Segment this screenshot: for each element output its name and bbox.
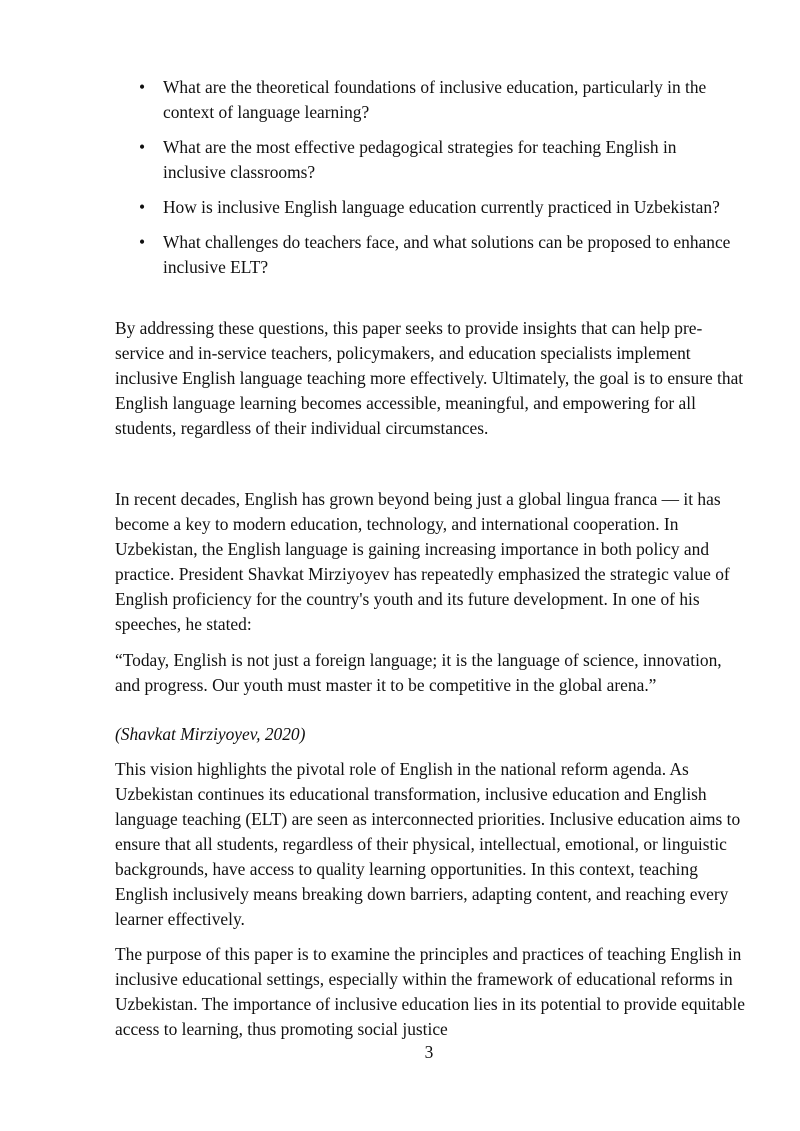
quote-citation: (Shavkat Mirziyoyev, 2020): [115, 724, 306, 744]
research-questions-list: [115, 75, 735, 290]
quote-text: “Today, English is not just a foreign language; it is the language of science, innovation, and progress. Our youth must master it to be competitive in the global arena.”: [115, 650, 722, 695]
bullet-icon: •: [139, 137, 146, 157]
page-number: 3: [424, 1042, 434, 1062]
question-text: What are the most effective pedagogical strategies for teaching English in inclusive classrooms?: [163, 137, 677, 182]
paragraph-addressing: By addressing these questions, this paper seeks to provide insights that can help pre-service and in-service teachers, policymakers, and education specialists implement inclusive English language teaching more effectively. Ultimately, the goal is to ensure that English language learning becomes accessible, meaningful, and empowering for all students, regardless of their individual circumstances.: [115, 318, 744, 438]
question-text: What are the theoretical foundations of inclusive education, particularly in the context of language learning?: [163, 77, 707, 122]
question-text: What challenges do teachers face, and what solutions can be proposed to enhance inclusive ELT?: [163, 232, 731, 277]
paragraph-vision: This vision highlights the pivotal role of English in the national reform agenda. As Uzbekistan continues its educational transformation, inclusive education and English language teaching (ELT) are seen as interconnected priorities. Inclusive education aims to ensure that all students, regardless of their physical, intellectual, emotional, or linguistic backgrounds, have access to quality learning opportunities. In this context, teaching English inclusively means breaking down barriers, adapting content, and reaching every learner effectively.: [115, 759, 741, 929]
question-text: How is inclusive English language education currently practiced in Uzbekistan?: [163, 197, 720, 217]
list-item: [115, 135, 735, 185]
list-item: [115, 230, 735, 280]
list-item: [115, 75, 735, 125]
paragraph-purpose: The purpose of this paper is to examine the principles and practices of teaching English in inclusive educational settings, especially within the framework of educational reforms in Uzbekistan. The importance of inclusive education lies in its potential to provide equitable access to learning, thus promoting social justice: [115, 944, 745, 1039]
paragraph-recent-decades: In recent decades, English has grown beyond being just a global lingua franca — it has become a key to modern education, technology, and international cooperation. In Uzbekistan, the English language is gaining increasing importance in both policy and practice. President Shavkat Mirziyoyev has repeatedly emphasized the strategic value of English proficiency for the country's youth and its future development. In one of his speeches, he stated:: [115, 489, 730, 634]
bullet-icon: •: [139, 77, 146, 97]
bullet-icon: •: [139, 197, 146, 217]
list-item: [115, 195, 735, 220]
bullet-icon: •: [139, 232, 146, 252]
